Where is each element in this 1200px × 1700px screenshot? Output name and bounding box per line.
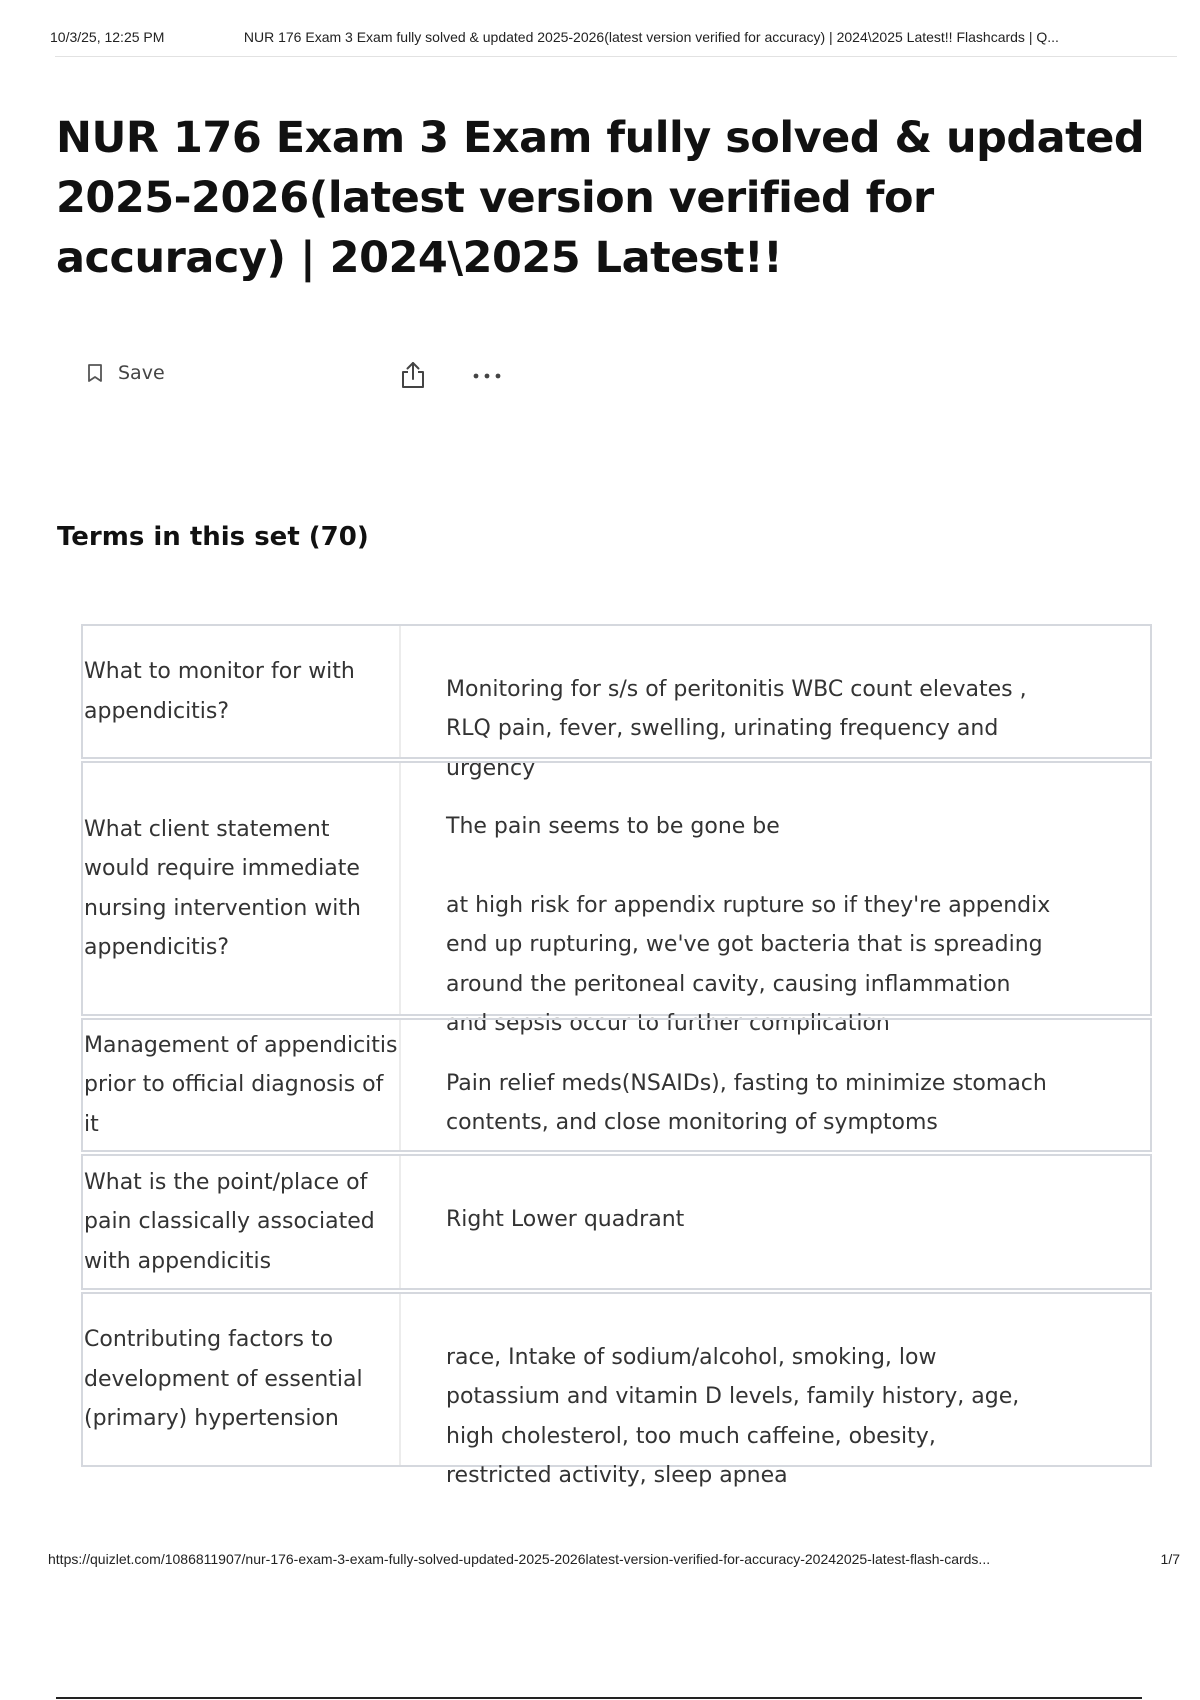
print-datetime: 10/3/25, 12:25 PM [50,29,165,45]
definition-cell [401,763,1150,1036]
definition-cell [401,1294,1150,1488]
print-footer [48,1551,1180,1567]
definition-text: Pain relief meds(NSAIDs), fasting to minimize stomach contents, and close monitoring of symptoms [446,1070,1047,1135]
term-text: Contributing factors to development of essential (primary) hypertension [84,1327,363,1432]
save-button[interactable] [86,362,165,384]
share-icon[interactable] [398,360,428,390]
definition-text: The pain seems to be gone be at high risk for appendix rupture so if they're appendix end up rupturing, we've got bacteria that is spreading around the peritoneal cavity, causing inflammation and sepsis occur to further complication [446,813,1051,1036]
term-text: What client statement would require immediate nursing intervention with appendicitis? [84,816,361,960]
term-cell [83,1294,401,1465]
term-text: What to monitor for with appendicitis? [84,659,355,724]
terms-table [81,624,1152,1488]
definition-text: race, Intake of sodium/alcohol, smoking, low potassium and vitamin D levels, family history, age, high cholesterol, too much caffeine, obesity, restricted activity, sleep apnea [446,1344,1020,1488]
term-cell [83,763,401,1014]
term-text: What is the point/place of pain classically associated with appendicitis [84,1169,375,1274]
term-cell [83,1020,401,1150]
definition-cell [401,1020,1150,1150]
term-card[interactable] [81,1154,1152,1290]
save-label: Save [118,362,165,384]
more-options-icon[interactable] [470,360,504,390]
term-card[interactable] [81,1018,1152,1152]
definition-text: Right Lower quadrant [446,1206,685,1232]
page-number: 1/7 [1160,1551,1180,1567]
definition-text: Monitoring for s/s of peritonitis WBC count elevates , RLQ pain, fever, swelling, urinating frequency and urgency [446,676,1027,781]
term-card[interactable] [81,761,1152,1036]
print-doc-title: NUR 176 Exam 3 Exam fully solved & updated 2025-2026(latest version verified for accuracy) | 2024\2025 Latest!! Flashcards | Q... [243,29,1059,45]
page-url: https://quizlet.com/1086811907/nur-176-exam-3-exam-fully-solved-updated-2025-2026latest-version-verified-for-accuracy-20242025-latest-flash-cards... [48,1551,991,1567]
term-cell [83,1156,401,1288]
print-header [50,29,1180,45]
set-toolbar [86,360,516,392]
bottom-divider [56,1697,1142,1699]
header-divider [55,56,1177,57]
term-text: Management of appendicitis prior to official diagnosis of it [84,1032,398,1137]
definition-cell [401,1156,1150,1288]
term-cell [83,626,401,757]
term-card[interactable] [81,1292,1152,1488]
definition-cell [401,626,1150,781]
terms-heading: Terms in this set (70) [57,522,369,552]
term-card[interactable] [81,624,1152,781]
bookmark-icon [86,363,104,383]
page-title: NUR 176 Exam 3 Exam fully solved & updated 2025-2026(latest version verified for accuracy) | 2024\2025 Latest!! [56,113,1145,283]
